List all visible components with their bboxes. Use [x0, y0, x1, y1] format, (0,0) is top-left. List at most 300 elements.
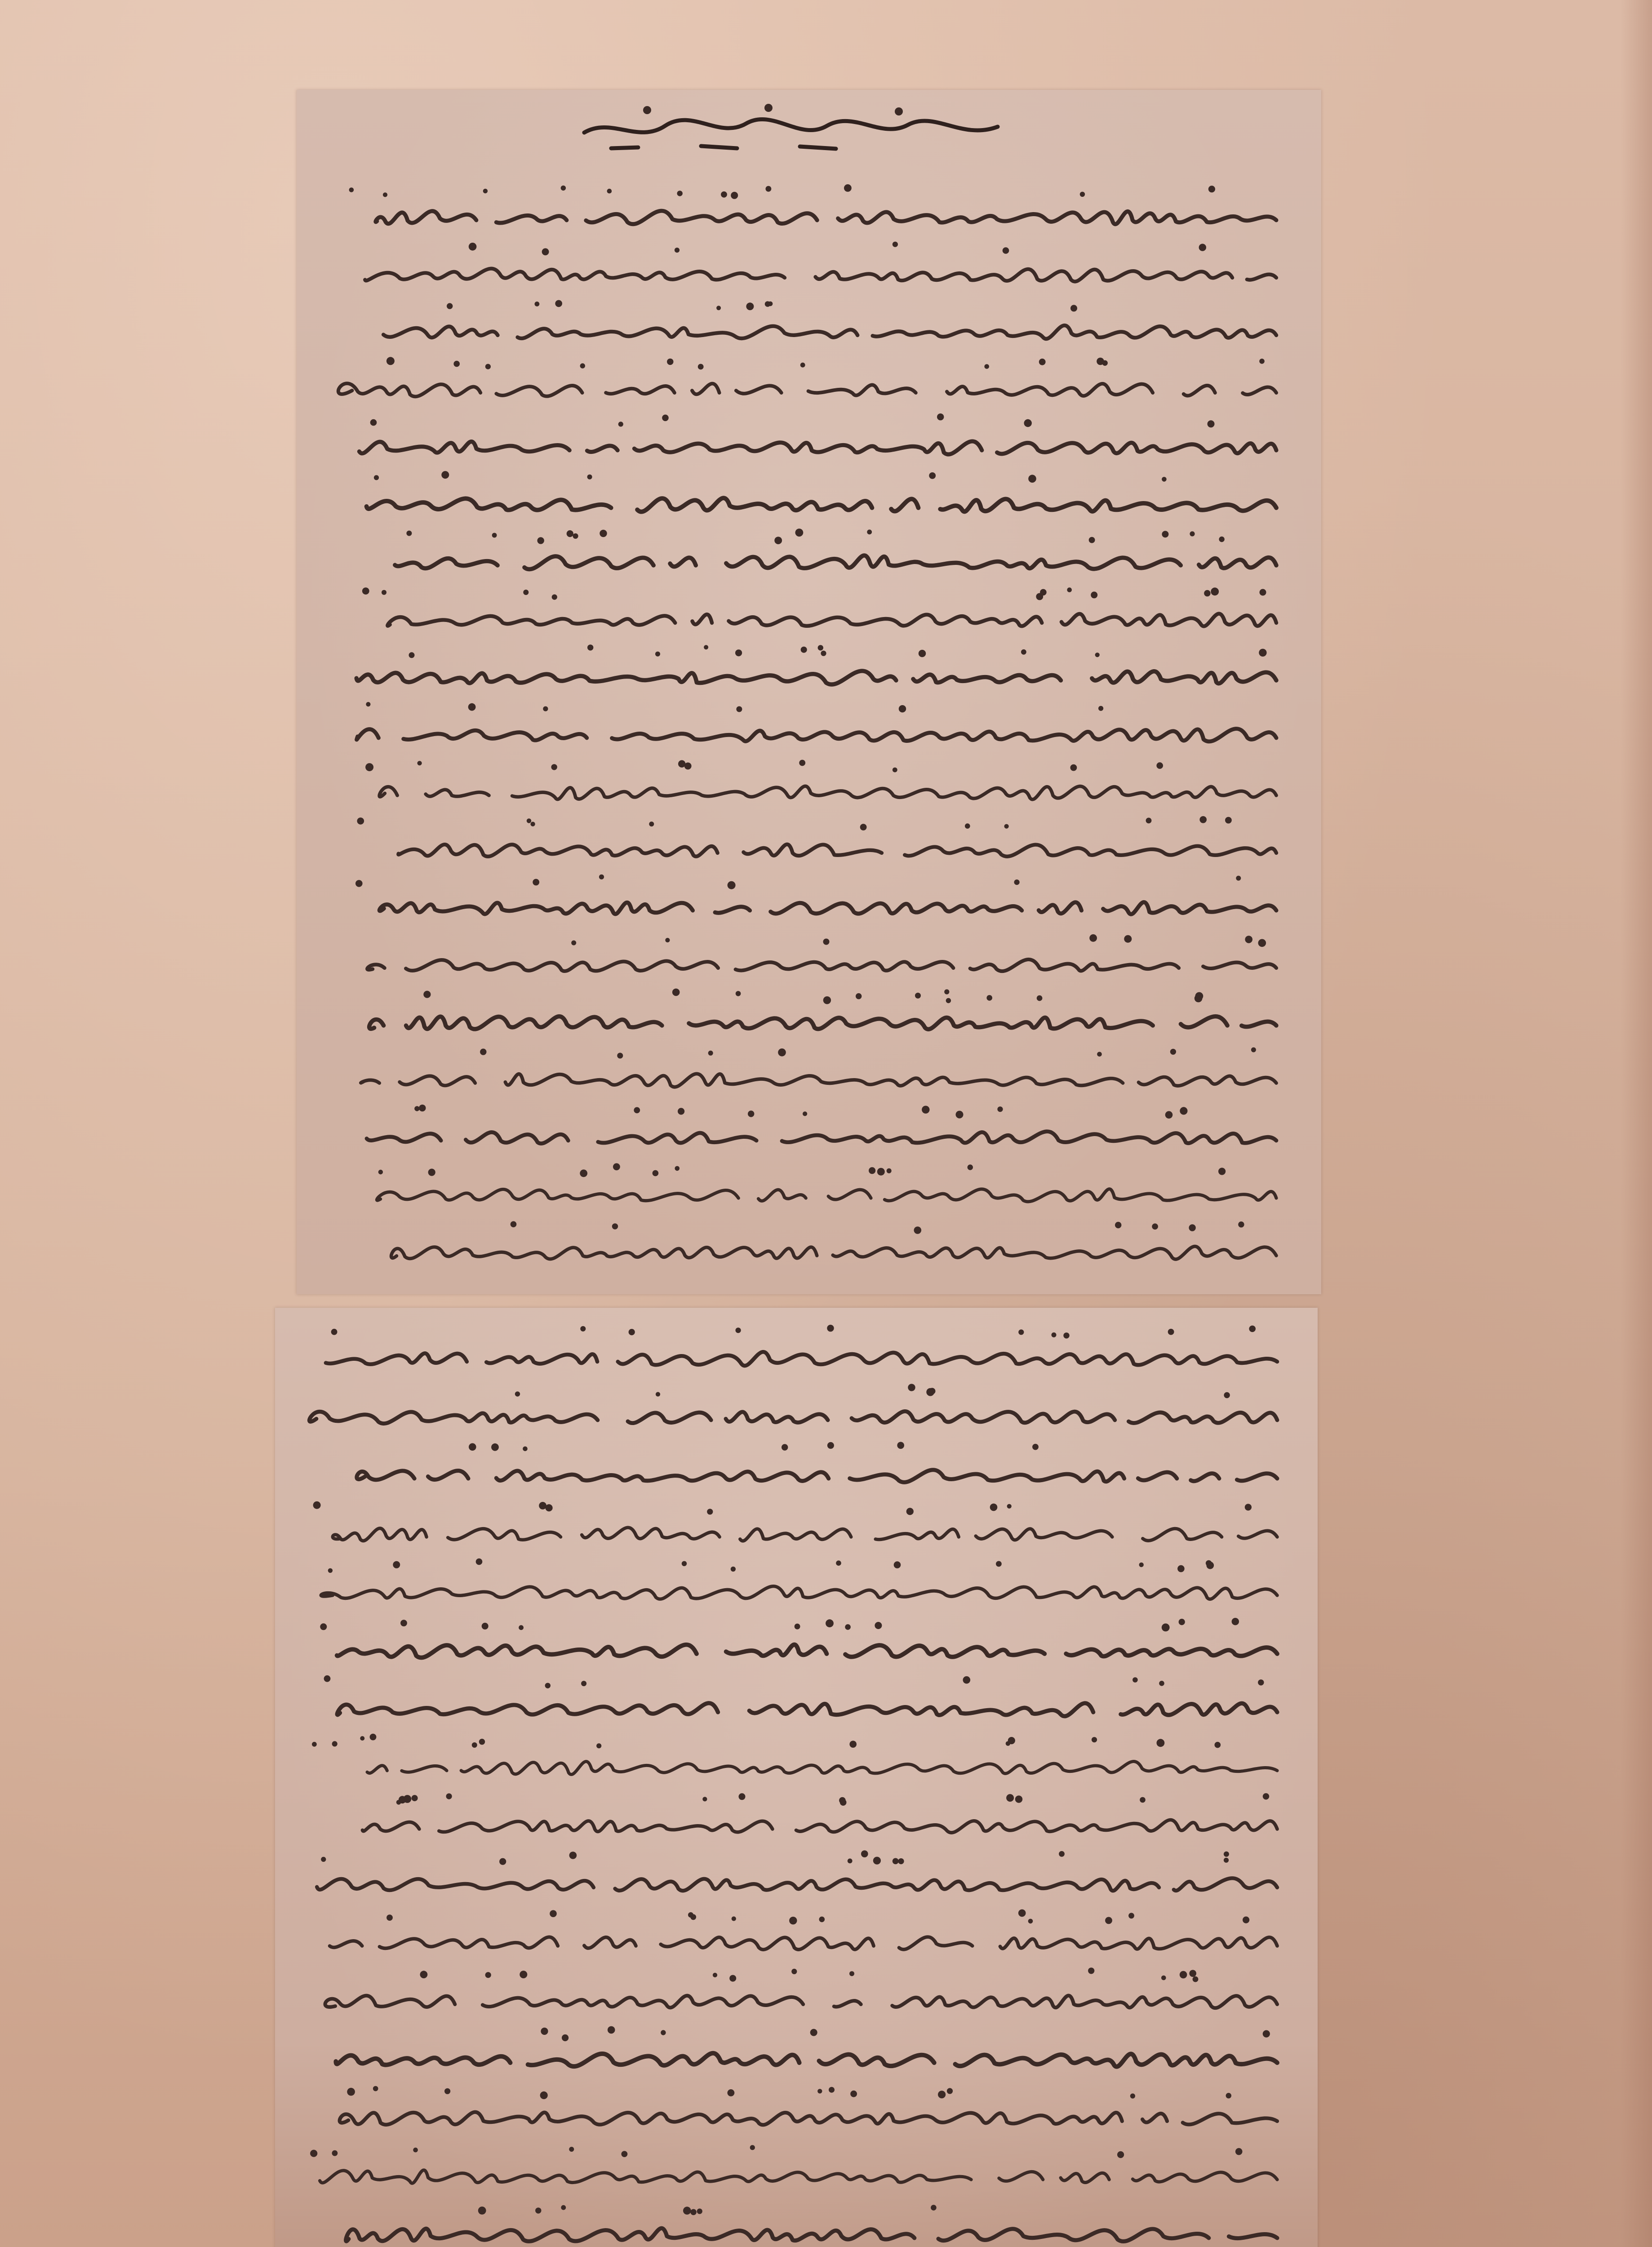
script-line — [371, 555, 1277, 569]
script-dot — [324, 1675, 331, 1682]
script-dot — [899, 705, 906, 712]
script-dot — [545, 1683, 551, 1688]
script-dot — [653, 1170, 659, 1177]
script-dot — [877, 1168, 885, 1176]
script-dot — [1224, 1852, 1229, 1857]
script-dot — [1157, 1739, 1165, 1747]
script-dot — [1070, 764, 1077, 771]
script-dot — [580, 1169, 587, 1177]
script-dot — [827, 1442, 834, 1449]
script-dot — [617, 1053, 623, 1059]
script-dot — [819, 1917, 825, 1923]
script-dot — [1007, 1504, 1012, 1509]
script-dot — [818, 645, 823, 650]
script-dot — [1156, 762, 1163, 769]
script-dot — [1095, 653, 1100, 657]
script-dot — [561, 186, 566, 191]
script-dot — [840, 1799, 847, 1806]
script-dot — [1015, 1795, 1022, 1803]
script-dot — [914, 1226, 922, 1234]
script-dot — [1028, 475, 1036, 483]
script-dot — [406, 531, 412, 536]
script-dot — [875, 1622, 882, 1629]
script-dot — [1089, 934, 1097, 942]
script-dot — [1180, 1971, 1187, 1979]
script-dot — [766, 186, 772, 192]
script-lines-top — [334, 184, 1276, 1259]
script-dot — [748, 1110, 754, 1117]
script-line — [330, 1937, 1277, 1949]
script-dot — [1040, 589, 1047, 596]
script-dot — [331, 1329, 338, 1335]
script-dot — [552, 595, 557, 600]
script-dot — [1032, 1444, 1039, 1450]
script-dot — [1199, 816, 1207, 823]
script-dot — [908, 1384, 915, 1391]
script-dot — [535, 2207, 541, 2213]
script-dot — [1162, 531, 1168, 537]
script-dot — [887, 1168, 892, 1173]
script-dot — [1206, 1560, 1212, 1566]
script-dot — [1146, 818, 1152, 824]
script-dot — [492, 533, 497, 538]
script-dot — [675, 1166, 680, 1171]
script-dot — [1004, 824, 1009, 829]
script-line — [357, 729, 1276, 742]
script-dot — [1088, 1967, 1094, 1974]
script-line — [335, 671, 1276, 684]
script-dot — [1097, 1052, 1102, 1057]
script-dot — [1219, 537, 1224, 542]
script-dot — [684, 763, 692, 770]
script-dot — [1132, 1677, 1138, 1683]
script-line — [367, 498, 1276, 512]
script-dot — [478, 2207, 486, 2215]
script-line — [320, 2170, 1277, 2183]
script-dot — [1204, 590, 1210, 596]
script-dot — [479, 1739, 485, 1745]
script-dot — [499, 1858, 506, 1865]
script-dot — [1080, 192, 1085, 197]
script-dot — [817, 2089, 822, 2093]
script-dot — [1039, 359, 1046, 365]
script-dot — [1128, 1913, 1134, 1918]
script-dot — [469, 1443, 476, 1451]
script-dot — [419, 1105, 426, 1111]
script-dot — [867, 529, 872, 534]
script-dot — [1152, 1223, 1158, 1230]
script-dot — [1063, 1332, 1069, 1338]
script-line — [357, 1470, 1277, 1483]
script-line — [391, 1246, 1276, 1259]
script-dot — [735, 649, 742, 656]
script-dot — [791, 1969, 797, 1974]
script-dot — [906, 1508, 914, 1515]
script-dot — [396, 1800, 401, 1805]
script-dot — [893, 768, 897, 773]
script-dot — [713, 1973, 717, 1977]
script-dot — [1236, 876, 1241, 881]
script-line — [383, 325, 1276, 339]
script-dot — [1130, 2093, 1135, 2098]
script-dot — [1018, 1910, 1026, 1917]
script-dot — [599, 875, 604, 879]
script-dot — [383, 192, 387, 197]
script-dot — [683, 2207, 691, 2215]
script-dot — [1089, 537, 1095, 543]
script-dot — [1260, 589, 1266, 596]
script-dot — [893, 1858, 899, 1865]
script-dot — [1199, 244, 1206, 251]
script-dot — [1105, 1917, 1112, 1924]
script-dot — [1117, 2151, 1124, 2158]
script-line — [376, 211, 1276, 224]
script-dot — [707, 1509, 713, 1514]
script-dot — [1024, 419, 1032, 427]
script-dot — [571, 941, 576, 946]
script-dot — [543, 706, 548, 711]
script-dot — [746, 302, 754, 310]
script-dot — [1218, 1168, 1226, 1175]
script-dot — [968, 1164, 973, 1170]
script-dot — [782, 1444, 788, 1450]
script-dot — [347, 2088, 355, 2096]
script-dot — [476, 1559, 483, 1565]
script-dot — [1211, 587, 1219, 595]
script-dot — [844, 184, 852, 192]
script-line — [326, 1352, 1277, 1366]
script-dot — [990, 1504, 998, 1511]
script-dot — [472, 1742, 477, 1748]
script-dot — [444, 2088, 450, 2094]
script-dot — [829, 2087, 835, 2093]
script-dot — [1124, 935, 1132, 943]
script-dot — [1140, 1797, 1146, 1803]
script-dot — [581, 1681, 586, 1686]
manuscript-slip-top — [297, 90, 1321, 1294]
script-dot — [1067, 587, 1072, 592]
script-dot — [1006, 1794, 1014, 1802]
script-dot — [1259, 359, 1265, 364]
script-dot — [821, 651, 826, 656]
script-dot — [827, 1325, 834, 1332]
script-dot — [810, 2029, 817, 2036]
script-dot — [393, 1561, 400, 1568]
heading-script — [584, 104, 998, 149]
script-dot — [795, 1624, 800, 1630]
script-dot — [542, 248, 549, 255]
script-dot — [873, 1857, 881, 1865]
script-dot — [997, 1106, 1003, 1112]
script-dot — [795, 528, 804, 537]
script-dot — [803, 1111, 807, 1116]
script-dot — [569, 1852, 577, 1859]
script-dot — [523, 1447, 528, 1452]
script-line — [334, 1074, 1276, 1087]
script-dot — [915, 993, 921, 999]
script-dot — [535, 302, 540, 306]
script-dot — [849, 1971, 854, 1976]
script-dot — [721, 191, 727, 198]
script-dot — [1235, 2148, 1243, 2155]
script-line — [346, 2228, 1277, 2241]
script-dot — [446, 1794, 452, 1799]
script-dot — [1037, 995, 1043, 1001]
script-dot — [618, 422, 623, 426]
script-dot — [704, 645, 708, 649]
sheet-shadow-right — [1621, 0, 1652, 2247]
script-dot — [550, 1910, 557, 1917]
script-dot — [823, 939, 830, 945]
script-dot — [1168, 1329, 1174, 1335]
script-dot — [312, 1742, 317, 1747]
script-line — [367, 1132, 1276, 1144]
script-dot — [661, 2030, 666, 2035]
script-dot — [320, 1623, 327, 1630]
script-dot — [898, 1858, 904, 1864]
script-line — [338, 383, 1276, 396]
script-dot — [600, 530, 607, 537]
script-dot — [856, 993, 862, 999]
script-dot — [1249, 1326, 1256, 1332]
script-dot — [729, 1975, 736, 1982]
script-line — [363, 1820, 1278, 1833]
script-dot — [965, 823, 970, 829]
script-dot — [1245, 1504, 1252, 1510]
script-dot — [708, 1051, 713, 1056]
script-dot — [409, 652, 415, 658]
script-dot — [607, 189, 612, 194]
script-dot — [562, 2034, 568, 2041]
script-line — [379, 786, 1276, 799]
script-dot — [1258, 939, 1266, 947]
script-dot — [530, 822, 535, 826]
script-line — [387, 614, 1276, 626]
script-dot — [672, 989, 680, 996]
script-line — [377, 1189, 1276, 1202]
script-dot — [539, 1502, 546, 1510]
script-dot — [922, 1106, 929, 1114]
script-line — [321, 1586, 1277, 1599]
script-dot — [1251, 1048, 1256, 1052]
script-dot — [739, 1793, 746, 1800]
script-dot — [414, 1106, 419, 1111]
script-dot — [823, 996, 831, 1004]
script-dot — [580, 1326, 586, 1332]
script-dot — [1003, 247, 1009, 254]
script-line — [301, 1878, 1277, 1891]
script-dot — [1070, 305, 1077, 311]
script-dot — [1028, 1919, 1033, 1924]
script-dot — [849, 1741, 857, 1748]
script-dot — [736, 706, 742, 712]
script-line — [359, 441, 1276, 454]
script-dot — [731, 192, 738, 199]
script-dot — [765, 301, 771, 307]
script-dot — [1021, 649, 1026, 655]
script-dot — [386, 1914, 393, 1921]
script-dot — [1159, 1681, 1164, 1686]
script-dot — [561, 2205, 566, 2210]
script-dot — [800, 363, 805, 368]
script-dot — [801, 647, 807, 653]
script-dot — [682, 1561, 687, 1566]
script-dot — [485, 364, 491, 369]
script-line — [337, 1645, 1277, 1658]
script-dot — [931, 2205, 937, 2211]
script-dot — [373, 2086, 378, 2092]
script-dot — [984, 364, 989, 369]
script-dot — [702, 1797, 707, 1801]
script-dot — [420, 1971, 428, 1978]
script-dot — [1165, 1111, 1173, 1119]
script-dot — [417, 761, 422, 765]
script-dot — [580, 363, 585, 368]
script-dot — [386, 357, 395, 365]
script-line — [333, 1528, 1277, 1541]
script-dot — [897, 1442, 904, 1449]
script-dot — [996, 1561, 1002, 1567]
script-dot — [860, 824, 867, 830]
script-dot — [511, 1221, 517, 1227]
script-dot — [412, 1795, 418, 1801]
script-dot — [690, 2209, 697, 2216]
script-dot — [355, 880, 363, 887]
script-dot — [698, 364, 704, 370]
script-dot — [546, 1504, 553, 1511]
script-dot — [1177, 1565, 1185, 1572]
script-dot — [537, 537, 544, 544]
script-dot — [540, 2092, 548, 2099]
script-dot — [1162, 477, 1167, 482]
script-dot — [332, 2150, 338, 2156]
script-dot — [551, 764, 557, 770]
script-dot — [1226, 2093, 1231, 2098]
script-dot — [778, 1048, 786, 1057]
script-dot — [944, 989, 949, 994]
manuscript-slip-bottom — [275, 1308, 1318, 2247]
script-dot — [423, 991, 431, 998]
script-line — [337, 1703, 1277, 1716]
script-line — [369, 1017, 1276, 1030]
script-dot — [732, 1916, 736, 1921]
script-line — [309, 1411, 1277, 1423]
script-dot — [1091, 591, 1097, 598]
script-dot — [1014, 879, 1020, 885]
script-dot — [328, 1568, 333, 1573]
script-dot — [483, 189, 488, 193]
script-dot — [1008, 1737, 1015, 1744]
script-dot — [1258, 1679, 1264, 1685]
script-dot — [1179, 1619, 1185, 1625]
script-dot — [956, 1111, 964, 1119]
script-dot — [1115, 1222, 1121, 1228]
script-dot — [1018, 1329, 1024, 1335]
script-dot — [1263, 2030, 1270, 2038]
script-dot — [622, 2151, 628, 2157]
script-dot — [1224, 1392, 1230, 1398]
script-dot — [1215, 1742, 1221, 1748]
script-dot — [374, 475, 379, 480]
script-dot — [750, 2145, 755, 2150]
script-lines-bottom — [301, 1325, 1277, 2247]
script-dot — [596, 1743, 601, 1748]
script-dot — [893, 242, 898, 247]
script-dot — [929, 472, 936, 479]
script-dot — [774, 537, 782, 544]
script-dot — [515, 1391, 520, 1396]
script-dot — [1243, 1917, 1249, 1923]
script-dot — [629, 1329, 635, 1335]
script-dot — [649, 822, 654, 826]
script-dot — [313, 1501, 321, 1509]
script-dot — [655, 652, 660, 657]
script-dot — [1161, 1976, 1166, 1981]
script-dot — [1263, 1793, 1269, 1799]
script-dot — [1190, 531, 1195, 536]
script-dot — [573, 533, 578, 539]
script-dot — [382, 590, 386, 595]
script-line — [367, 959, 1276, 971]
script-dot — [848, 1859, 853, 1864]
script-dot — [688, 1912, 693, 1918]
script-dot — [1059, 1851, 1065, 1857]
script-dot — [986, 995, 992, 1001]
script-line — [340, 2112, 1277, 2125]
script-dot — [1052, 1332, 1057, 1337]
script-dot — [1232, 1618, 1239, 1625]
script-dot — [362, 587, 369, 595]
script-dot — [736, 991, 741, 996]
script-dot — [491, 1443, 499, 1451]
script-dot — [1195, 995, 1203, 1003]
script-dot — [861, 1850, 868, 1857]
script-dot — [1139, 1563, 1144, 1567]
script-dot — [404, 1795, 412, 1803]
script-dot — [850, 2091, 857, 2097]
script-dot — [836, 1560, 841, 1566]
script-dot — [665, 938, 670, 942]
script-dot — [728, 881, 736, 889]
script-dot — [1208, 420, 1215, 427]
script-dot — [370, 419, 377, 426]
script-dot — [349, 187, 354, 192]
script-dot — [1189, 1970, 1196, 1977]
script-dot — [937, 413, 944, 420]
script-dot — [736, 1328, 741, 1333]
script-dot — [587, 475, 592, 480]
script-dot — [332, 1741, 338, 1746]
script-dot — [675, 248, 679, 253]
script-dot — [527, 818, 531, 823]
script-dot — [1208, 186, 1215, 192]
script-dot — [789, 1917, 797, 1924]
script-dot — [919, 650, 926, 657]
script-dot — [400, 1620, 407, 1626]
script-dot — [608, 2026, 615, 2034]
script-dot — [678, 1108, 684, 1115]
script-dot — [1162, 1624, 1170, 1632]
script-dot — [441, 471, 449, 479]
script-dot — [731, 1567, 736, 1572]
handwritten-text-top — [297, 90, 1321, 1294]
script-dot — [1092, 1737, 1097, 1742]
script-dot — [1097, 358, 1104, 365]
script-dot — [938, 2091, 946, 2098]
script-dot — [469, 243, 477, 251]
script-dot — [310, 2150, 317, 2157]
script-dot — [894, 1561, 901, 1568]
